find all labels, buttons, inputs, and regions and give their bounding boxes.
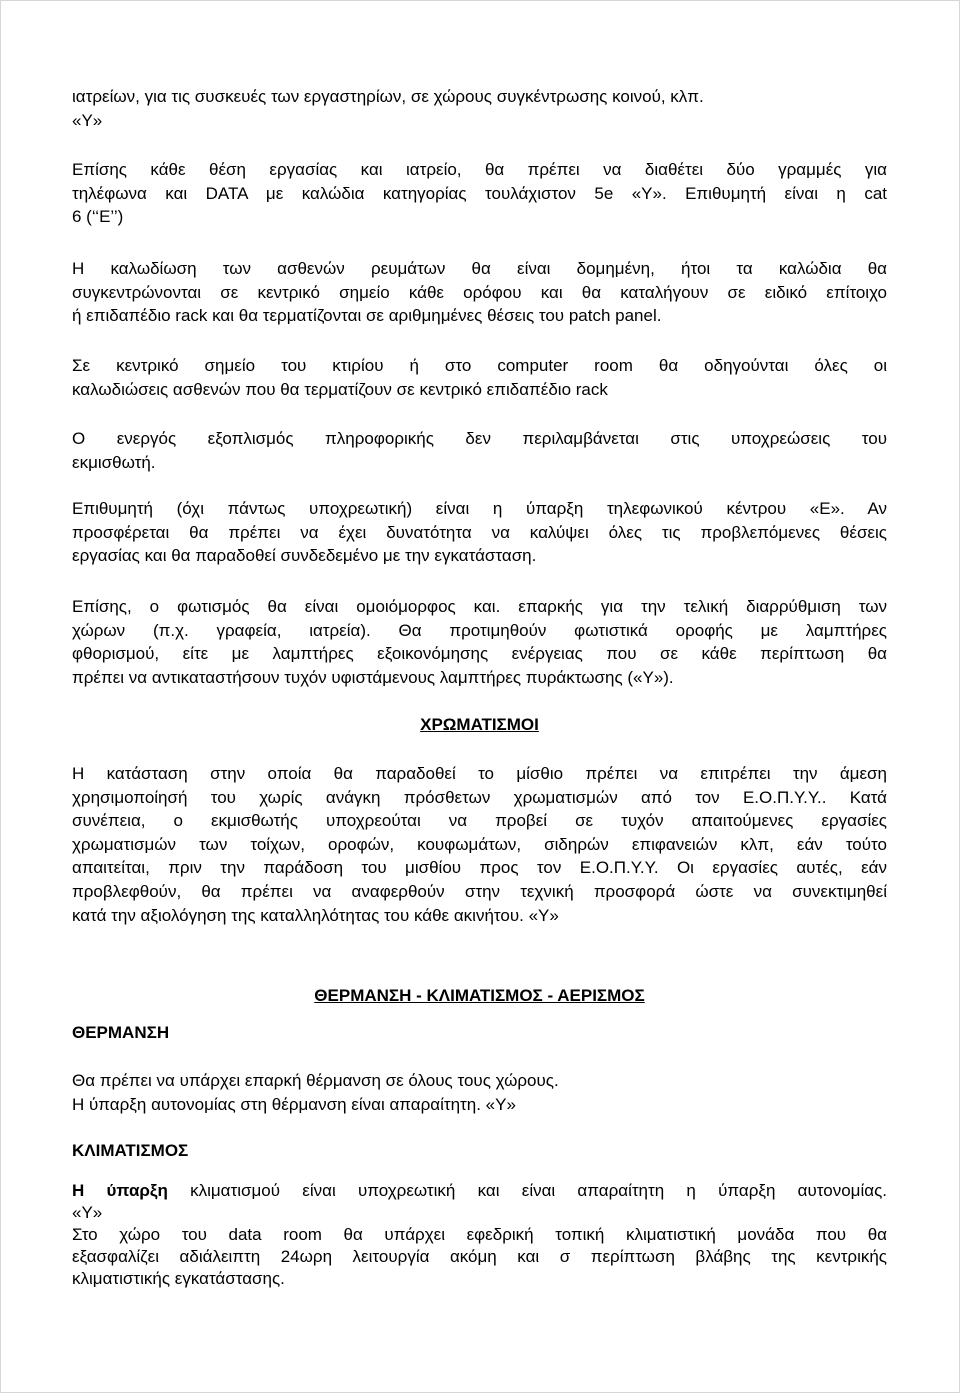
text-line: εξασφαλίζει αδιάλειπτη 24ωρη λειτουργία ακόμη και σ περίπτωση βλάβης της κεντρικής — [72, 1247, 887, 1266]
text-line: κατά την αξιολόγηση της καταλληλότητας του κάθε ακινήτου. «Υ» — [72, 905, 559, 925]
text-line: προβλεφθούν, θα πρέπει να αναφερθούν στην τεχνική προσφορά ώστε να συνεκτιμηθεί — [72, 881, 887, 901]
heading-colors: ΧΡΩΜΑΤΙΣΜΟΙ — [420, 715, 539, 734]
paragraph-telephone-exchange — [72, 497, 887, 568]
text-line: Επιθυμητή (όχι πάντως υποχρεωτική) είναι η ύπαρξη τηλεφωνικού κέντρου «Ε». Αν — [72, 499, 887, 518]
text-segment: κλιματισμού είναι υποχρεωτική και είναι απαραίτητη η ύπαρξη αυτονομίας. — [167, 1181, 887, 1200]
text-line: χώρων (π.χ. γραφεία, ιατρεία). Θα προτιμηθούν φωτιστικά οροφής με λαμπτήρες — [72, 620, 887, 640]
heading-cooling: ΚΛΙΜΑΤΙΣΜΟΣ — [72, 1141, 189, 1160]
text-line: Επίσης, ο φωτισμός θα είναι ομοιόμορφος και. επαρκής για την τελική διαρρύθμιση των — [72, 597, 887, 616]
paragraph-heating — [72, 1069, 887, 1116]
text-line — [72, 1180, 887, 1202]
heading-heating: ΘΕΡΜΑΝΣΗ — [72, 1023, 170, 1042]
text-line: ή επιδαπέδιο rack και θα τερματίζονται σε αριθμημένες θέσεις του patch panel. — [72, 306, 662, 326]
text-line: Σε κεντρικό σημείο του κτιρίου ή στο computer room θα οδηγούνται όλες οι — [72, 356, 887, 375]
bold-lead: Η ύπαρξη — [72, 1181, 168, 1200]
text-line: Θα πρέπει να υπάρχει επαρκή θέρμανση σε όλους τους χώρους. — [72, 1071, 559, 1090]
text-line: συνέπεια, ο εκμισθωτής υποχρεούται να προβεί σε τυχόν απαιτούμενες εργασίες — [72, 811, 887, 831]
text-line: Η καλωδίωση των ασθενών ρευμάτων θα είναι δομημένη, ήτοι τα καλώδια θα — [72, 259, 887, 278]
paragraph-computer-room — [72, 354, 887, 401]
text-line: Ο ενεργός εξοπλισμός πληροφορικής δεν περιλαμβάνεται στις υποχρεώσεις του — [72, 429, 887, 448]
paragraph-medical-equipment — [72, 85, 887, 132]
text-line: απαιτείται, πριν την παράδοση του μισθίου προς τον Ε.Ο.Π.Υ.Υ. Οι εργασίες αυτές, εάν — [72, 858, 887, 878]
paragraph-lighting — [72, 595, 887, 689]
text-line: χρησιμοποίησή του χωρίς ανάγκη πρόσθετων χρωματισμών από τον Ε.Ο.Π.Υ.Υ.. Κατά — [72, 787, 887, 807]
text-line: Η κατάσταση στην οποία θα παραδοθεί το μίσθιο πρέπει να επιτρέπει την άμεση — [72, 764, 887, 783]
text-line: καλωδιώσεις ασθενών που θα τερματίζουν σε κεντρικό επιδαπέδιο rack — [72, 379, 608, 399]
text-line: ιατρείων, για τις συσκευές των εργαστηρίων, σε χώρους συγκέντρωσης κοινού, κλπ. — [72, 87, 704, 106]
text-line: εκμισθωτή. — [72, 452, 156, 472]
paragraph-painting — [72, 762, 887, 927]
text-line: «Υ» — [72, 1203, 103, 1222]
text-line: τηλέφωνα και DATA με καλώδια κατηγορίας τουλάχιστον 5e «Υ». Επιθυμητή είναι η cat — [72, 183, 887, 203]
text-line: 6 (‘‘Ε’’) — [72, 207, 124, 227]
text-line: Η ύπαρξη αυτονομίας στη θέρμανση είναι απαραίτητη. «Υ» — [72, 1094, 516, 1114]
text-line: «Υ» — [72, 110, 103, 130]
text-line: συγκεντρώνονται σε κεντρικό σημείο κάθε ορόφου και θα καταλήγουν σε ειδικό επίτοιχο — [72, 282, 887, 302]
paragraph-cooling — [72, 1180, 887, 1290]
text-line: προσφέρεται θα πρέπει να έχει δυνατότητα να καλύψει όλες τις προβλεπόμενες θέσεις — [72, 522, 887, 542]
heading-hvac: ΘΕΡΜΑΝΣΗ - ΚΛΙΜΑΤΙΣΜΟΣ - ΑΕΡΙΣΜΟΣ — [314, 986, 645, 1005]
text-line: φθορισμού, είτε με λαμπτήρες εξοικονόμησης ενέργειας που σε κάθε περίπτωση θα — [72, 644, 887, 664]
text-line: εργασίας και θα παραδοθεί συνδεδεμένο με την εγκατάσταση. — [72, 546, 537, 566]
text-line: κλιματιστικής εγκατάστασης. — [72, 1269, 285, 1288]
text-line: Επίσης κάθε θέση εργασίας και ιατρείο, θα πρέπει να διαθέτει δύο γραμμές για — [72, 160, 887, 179]
text-line: χρωματισμών των τοίχων, οροφών, κουφωμάτων, σιδηρών επιφανειών κλπ, εάν τούτο — [72, 834, 887, 854]
paragraph-workstation-lines — [72, 158, 887, 229]
text-line: Στο χώρο του data room θα υπάρχει εφεδρική τοπική κλιματιστική μονάδα που θα — [72, 1225, 887, 1244]
paragraph-it-equipment — [72, 427, 887, 474]
paragraph-structured-cabling — [72, 257, 887, 328]
text-line: πρέπει να αντικαταστήσουν τυχόν υφιστάμενους λαμπτήρες πυράκτωσης («Υ»). — [72, 667, 674, 687]
